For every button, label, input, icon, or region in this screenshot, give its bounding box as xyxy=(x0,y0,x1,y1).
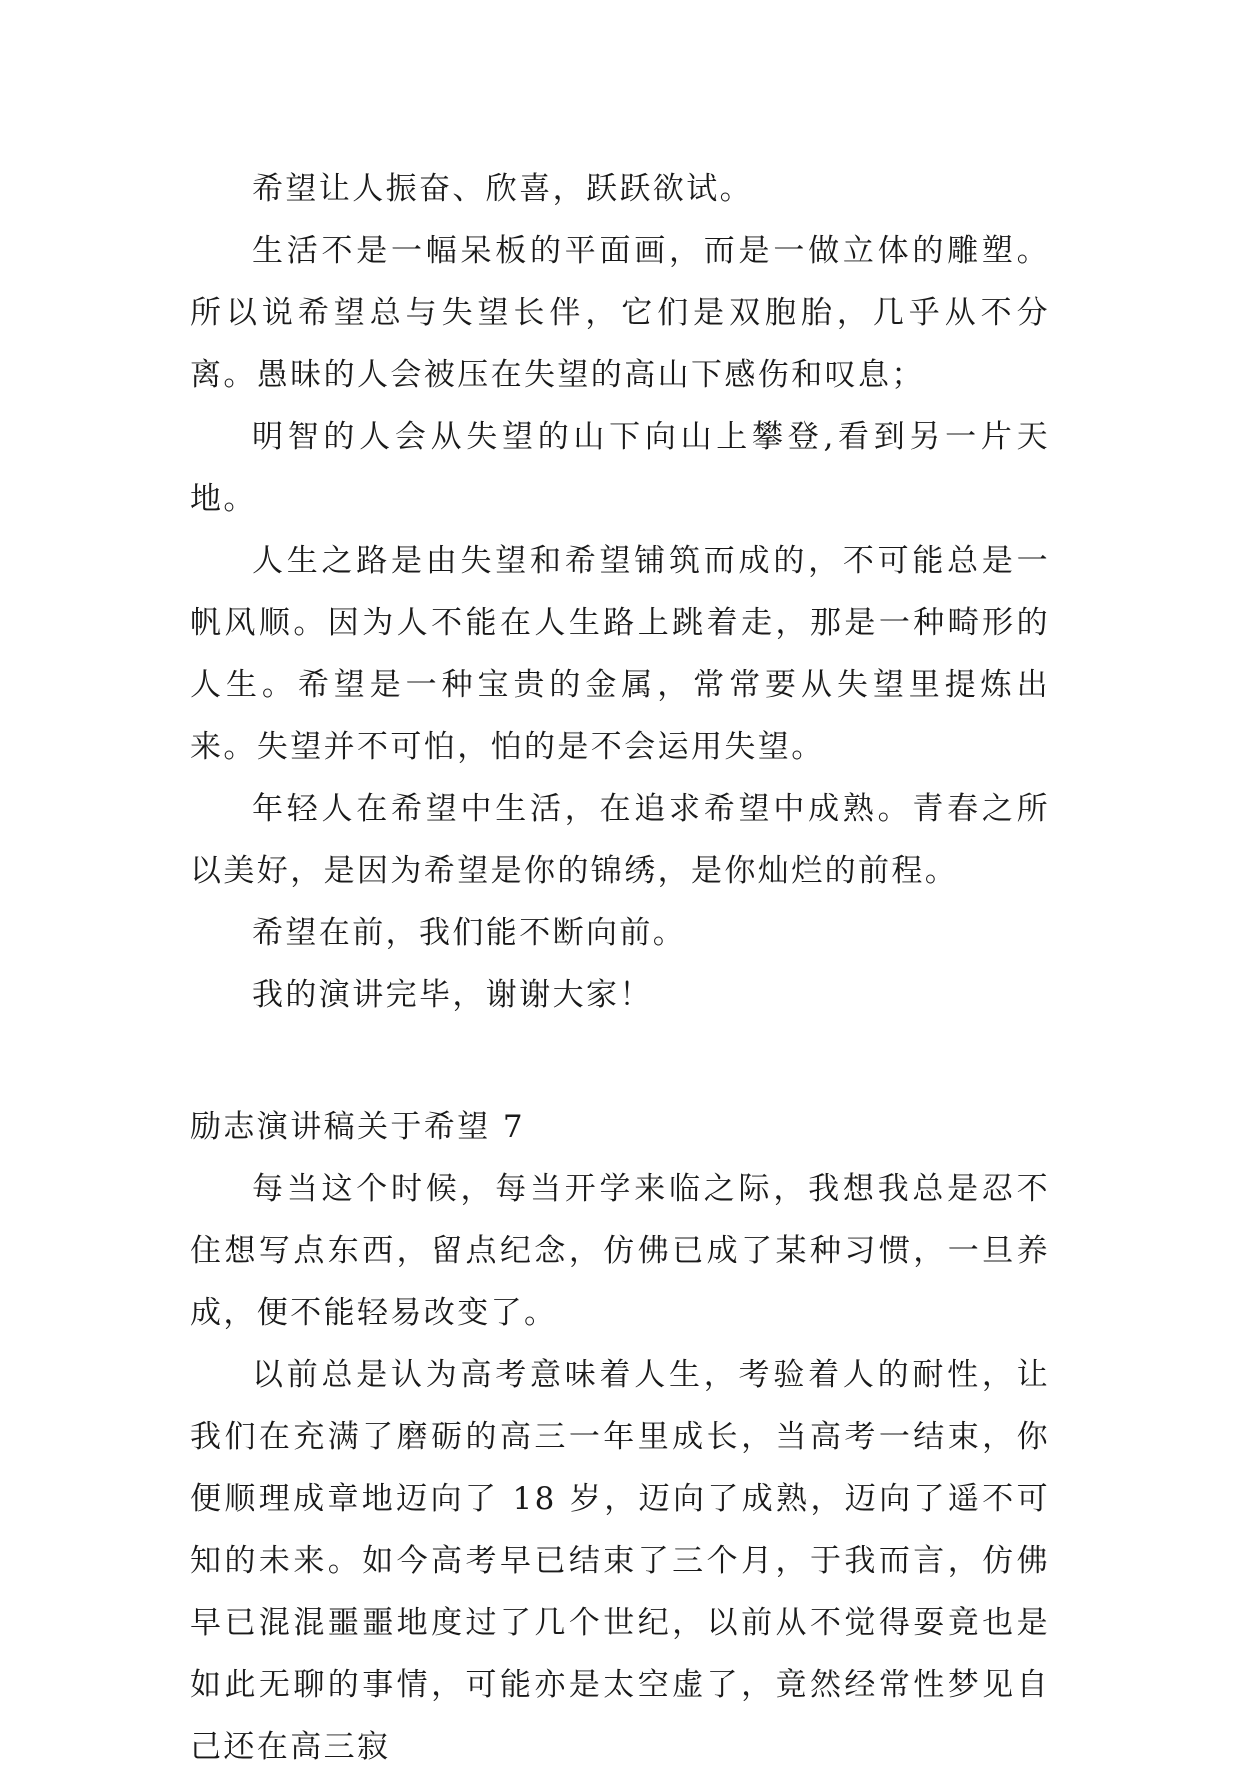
paragraph: 我的演讲完毕，谢谢大家！ xyxy=(252,977,653,1013)
paragraph: 以前总是认为高考意味着人生，考验着人的耐性，让我们在充满了磨砺的高三一年里成长，当高考一结束，你便顺理成章地迈向了 18 岁，迈向了成熟，迈向了遥不可知的未来。如今高考早已结束了三个月，于我而言，仿佛早已混混噩噩地度过了几个世纪，以前从不觉得耍竟也是如此无聊的事情，可能亦是太空虚了，竟然经常性梦见自己还在高三寂 xyxy=(190,1357,1050,1765)
section-gap xyxy=(190,1026,1050,1096)
section-heading: 励志演讲稿关于希望 7 xyxy=(190,1109,525,1145)
paragraph: 希望让人振奋、欣喜，跃跃欲试。 xyxy=(252,171,753,207)
paragraph: 每当这个时候，每当开学来临之际，我想我总是忍不住想写点东西，留点纪念，仿佛已成了某种习惯，一旦养成，便不能轻易改变了。 xyxy=(190,1171,1050,1331)
paragraph: 明智的人会从失望的山下向山上攀登,看到另一片天地。 xyxy=(190,419,1050,517)
paragraph: 年轻人在希望中生活，在追求希望中成熟。青春之所以美好，是因为希望是你的锦绣，是你灿烂的前程。 xyxy=(190,791,1050,889)
paragraph: 人生之路是由失望和希望铺筑而成的，不可能总是一帆风顺。因为人不能在人生路上跳着走，那是一种畸形的人生。希望是一种宝贵的金属，常常要从失望里提炼出来。失望并不可怕，怕的是不会运用失望。 xyxy=(190,543,1050,765)
paragraph: 希望在前，我们能不断向前。 xyxy=(252,915,687,951)
paragraph: 生活不是一幅呆板的平面画，而是一做立体的雕塑。所以说希望总与失望长伴，它们是双胞胎，几乎从不分离。愚昧的人会被压在失望的高山下感伤和叹息； xyxy=(190,233,1050,393)
document-body xyxy=(190,158,1050,1778)
